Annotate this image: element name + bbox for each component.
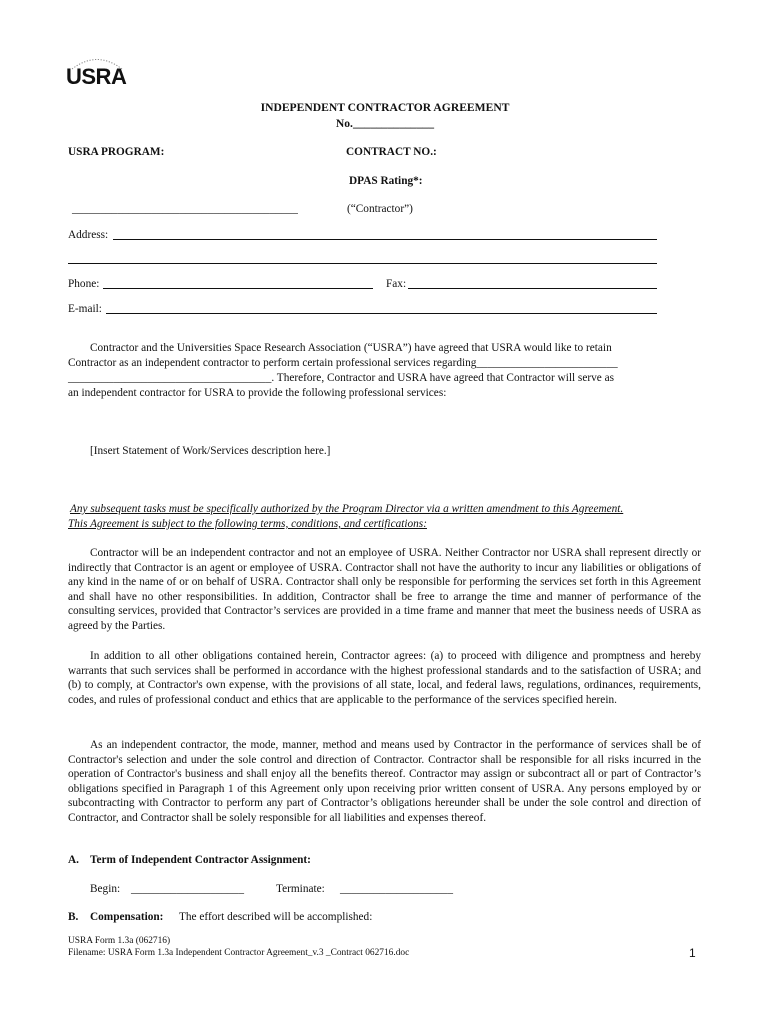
address-line-1[interactable]: [113, 239, 657, 240]
terminate-date-field[interactable]: ____________________: [340, 883, 453, 895]
phone-label: Phone:: [68, 278, 100, 290]
terminate-label: Terminate:: [276, 883, 325, 895]
email-field[interactable]: [106, 313, 657, 314]
intro-line-1: Contractor and the Universities Space Research Association (“USRA”) have agreed that USRA would like to retain: [90, 342, 612, 354]
section-b-heading: Compensation:: [90, 911, 164, 923]
section-b-letter: B.: [68, 911, 79, 923]
address-line-2[interactable]: [68, 263, 657, 264]
fax-field[interactable]: [408, 288, 657, 289]
notice-line-2: This Agreement is subject to the following terms, conditions, and certifications:: [68, 518, 427, 530]
section-a-heading: Term of Independent Contractor Assignment:: [90, 854, 311, 866]
page-number: 1: [689, 946, 696, 960]
agreement-number: No.______________: [335, 117, 435, 130]
section-b-text: The effort described will be accomplished:: [179, 911, 373, 923]
footer-form-id: USRA Form 1.3a (062716): [68, 936, 171, 946]
logo-text: USRA: [66, 64, 127, 89]
paragraph-obligations: In addition to all other obligations contained herein, Contractor agrees: (a) to proceed with diligence and promptness and hereby warrants that such services shall be performed in accordance with the highest professional standards and to the satisfaction of USRA; and (b) to comply, at Contractor's own expense, with the provisions of all state, local, and federal laws, regulations, ordinances, requirements, codes, and rules of professional conduct and ethics that are applicable to the performance of the services specified herein.: [68, 650, 701, 706]
contractor-name-field[interactable]: ________________________________________: [72, 203, 298, 215]
begin-label: Begin:: [90, 883, 121, 895]
paragraph-independent-contractor: Contractor will be an independent contractor and not an employee of USRA. Neither Contractor nor USRA shall represent directly or indirectly that Contractor is an agent or employee of USRA. Contractor shall not have the authority to incur any liabilities or obligations of any kind in the name of or on behalf of USRA. Contractor shall only be responsible for performing the services set forth in this Agreement and shall have no other responsibilities. In addition, Contractor shall be free to arrange the time and manner of performance of the consulting services, provided that Contractor’s services are provided in a time frame and manner that meet the business needs of USRA as agreed by the Parties.: [68, 547, 701, 632]
footer-filename: Filename: USRA Form 1.3a Independent Contractor Agreement_v.3 _Contract 062716.doc: [68, 948, 410, 958]
address-label: Address:: [68, 229, 109, 241]
contract-no-label: CONTRACT NO.:: [346, 146, 437, 158]
document-title: INDEPENDENT CONTRACTOR AGREEMENT: [260, 101, 510, 114]
usra-logo: [66, 56, 128, 96]
intro-line-3: ____________________________________. Therefore, Contractor and USRA have agreed that Contractor will serve as: [68, 372, 615, 384]
section-a-letter: A.: [68, 854, 79, 866]
usra-program-label: USRA PROGRAM:: [68, 146, 165, 158]
insert-statement-placeholder: [Insert Statement of Work/Services description here.]: [90, 445, 331, 457]
dpas-rating-label: DPAS Rating*:: [349, 175, 423, 187]
email-label: E-mail:: [68, 303, 102, 315]
fax-label: Fax:: [386, 278, 407, 290]
intro-line-4: an independent contractor for USRA to provide the following professional services:: [68, 387, 447, 399]
begin-date-field[interactable]: ____________________: [131, 883, 244, 895]
phone-field[interactable]: [103, 288, 373, 289]
notice-line-1: Any subsequent tasks must be specifically authorized by the Program Director via a written amendment to this Agreement.: [70, 503, 624, 515]
paragraph-mode-manner: As an independent contractor, the mode, manner, method and means used by Contractor in the performance of services shall be of Contractor's selection and under the sole control and direction of Contractor. Contractor shall be responsible for all risks incurred in the operation of Contractor's business and shall enjoy all the benefits thereof. Contractor may assign or subcontract all or part of Contractor’s obligations specified in Paragraph 1 of this Agreement only upon receiving prior written consent of USRA. Any persons employed by or subcontracting with Contractor to perform any part of Contractor’s obligations hereunder shall be under the sole control and direction of Contractor, and Contractor shall be solely responsible for all liabilities and expenses thereof.: [68, 739, 701, 824]
intro-line-2: Contractor as an independent contractor to perform certain professional services regarding_________________________: [68, 357, 618, 369]
contractor-label: (“Contractor”): [347, 203, 413, 215]
